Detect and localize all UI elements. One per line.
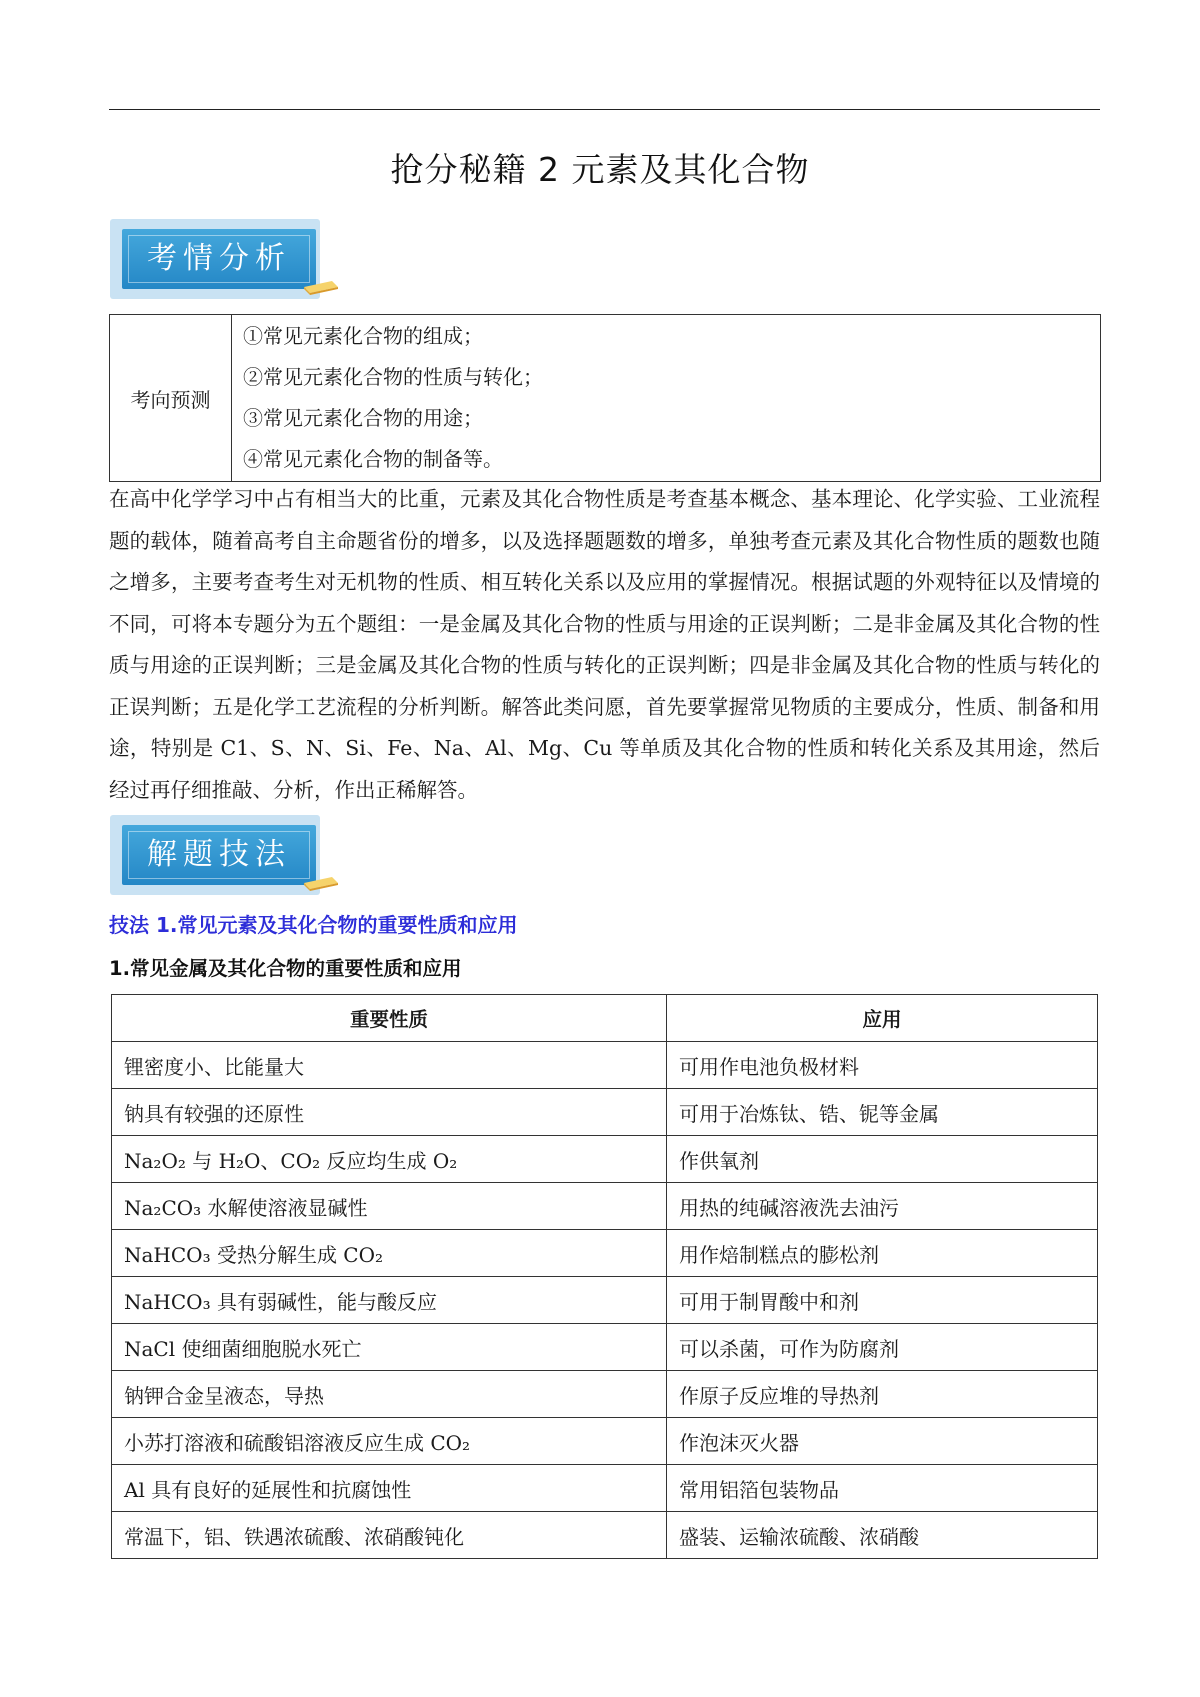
forecast-item: ②常见元素化合物的性质与转化； [243, 365, 543, 389]
page-title: 抢分秘籍 2 元素及其化合物 [390, 150, 810, 189]
forecast-item: ④常见元素化合物的制备等。 [243, 447, 503, 471]
table-row [112, 1371, 1098, 1418]
forecast-label: 考向预测 [110, 315, 232, 482]
forecast-item: ③常见元素化合物的用途； [243, 406, 483, 430]
property-cell: NaHCO₃ 具有弱碱性，能与酸反应 [112, 1277, 667, 1324]
use-cell: 盛装、运输浓硫酸、浓硝酸 [667, 1512, 1098, 1559]
property-cell: Na₂O₂ 与 H₂O、CO₂ 反应均生成 O₂ [112, 1136, 667, 1183]
table-row [112, 1089, 1098, 1136]
table-header-row [112, 995, 1098, 1042]
analysis-paragraph: 在高中化学学习中占有相当大的比重，元素及其化合物性质是考查基本概念、基本理论、化学实验、工业流程题的载体，随着高考自主命题省份的增多，以及选择题题数的增多，单独考查元素及其化合物性质的题数也随之增多，主要考查考生对无机物的性质、相互转化关系以及应用的掌握情况。根据试题的外观特征以及情境的不同，可将本专题分为五个题组：一是金属及其化合物的性质与用途的正误判断；二是非金属及其化合物的性质与用途的正误判断；三是金属及其化合物的性质与转化的正误判断；四是非金属及其化合物的性质与转化的正误判断；五是化学工艺流程的分析判断。解答此类问愿，首先要掌握常见物质的主要成分，性质、制备和用途，特别是 C1、S、N、Si、Fe、Na、Al、Mg、Cu 等单质及其化合物的性质和转化关系及其用途，然后经过再仔细推敲、分析，作出正稀解答。 [109, 487, 1100, 802]
table-row [112, 1042, 1098, 1089]
table-row [112, 1277, 1098, 1324]
property-cell: Al 具有良好的延展性和抗腐蚀性 [112, 1465, 667, 1512]
use-cell: 常用铝箔包装物品 [667, 1465, 1098, 1512]
use-cell: 可用于冶炼钛、锆、铌等金属 [667, 1089, 1098, 1136]
use-cell: 可用作电池负极材料 [667, 1042, 1098, 1089]
table-row [112, 1183, 1098, 1230]
subsection-heading: 1.常见金属及其化合物的重要性质和应用 [109, 957, 462, 980]
banner-technique [110, 815, 342, 899]
banner-analysis [110, 219, 342, 303]
use-cell: 用热的纯碱溶液洗去油污 [667, 1183, 1098, 1230]
property-cell: 常温下，铝、铁遇浓硫酸、浓硝酸钝化 [112, 1512, 667, 1559]
property-cell: NaCl 使细菌细胞脱水死亡 [112, 1324, 667, 1371]
use-cell: 可以杀菌，可作为防腐剂 [667, 1324, 1098, 1371]
header-rule [109, 109, 1100, 110]
table-row [112, 1230, 1098, 1277]
use-cell: 作原子反应堆的导热剂 [667, 1371, 1098, 1418]
forecast-table [109, 314, 1101, 482]
book-icon [302, 873, 340, 891]
properties-table [111, 994, 1098, 1559]
table-row [112, 1324, 1098, 1371]
forecast-items [232, 315, 1101, 482]
table-row [112, 1465, 1098, 1512]
use-cell: 作供氧剂 [667, 1136, 1098, 1183]
column-header: 应用 [667, 995, 1098, 1042]
property-cell: 小苏打溶液和硫酸铝溶液反应生成 CO₂ [112, 1418, 667, 1465]
banner-label: 考情分析 [147, 241, 291, 276]
use-cell: 用作焙制糕点的膨松剂 [667, 1230, 1098, 1277]
book-icon [302, 277, 340, 295]
property-cell: 钠钾合金呈液态，导热 [112, 1371, 667, 1418]
banner-label: 解题技法 [147, 837, 291, 872]
table-row [112, 1512, 1098, 1559]
column-header: 重要性质 [112, 995, 667, 1042]
table-row [112, 1418, 1098, 1465]
table-row [112, 1136, 1098, 1183]
property-cell: Na₂CO₃ 水解使溶液显碱性 [112, 1183, 667, 1230]
forecast-item: ①常见元素化合物的组成； [243, 324, 483, 348]
use-cell: 作泡沫灭火器 [667, 1418, 1098, 1465]
property-cell: 锂密度小、比能量大 [112, 1042, 667, 1089]
property-cell: 钠具有较强的还原性 [112, 1089, 667, 1136]
property-cell: NaHCO₃ 受热分解生成 CO₂ [112, 1230, 667, 1277]
use-cell: 可用于制胃酸中和剂 [667, 1277, 1098, 1324]
technique-heading: 技法 1.常见元素及其化合物的重要性质和应用 [109, 913, 518, 937]
